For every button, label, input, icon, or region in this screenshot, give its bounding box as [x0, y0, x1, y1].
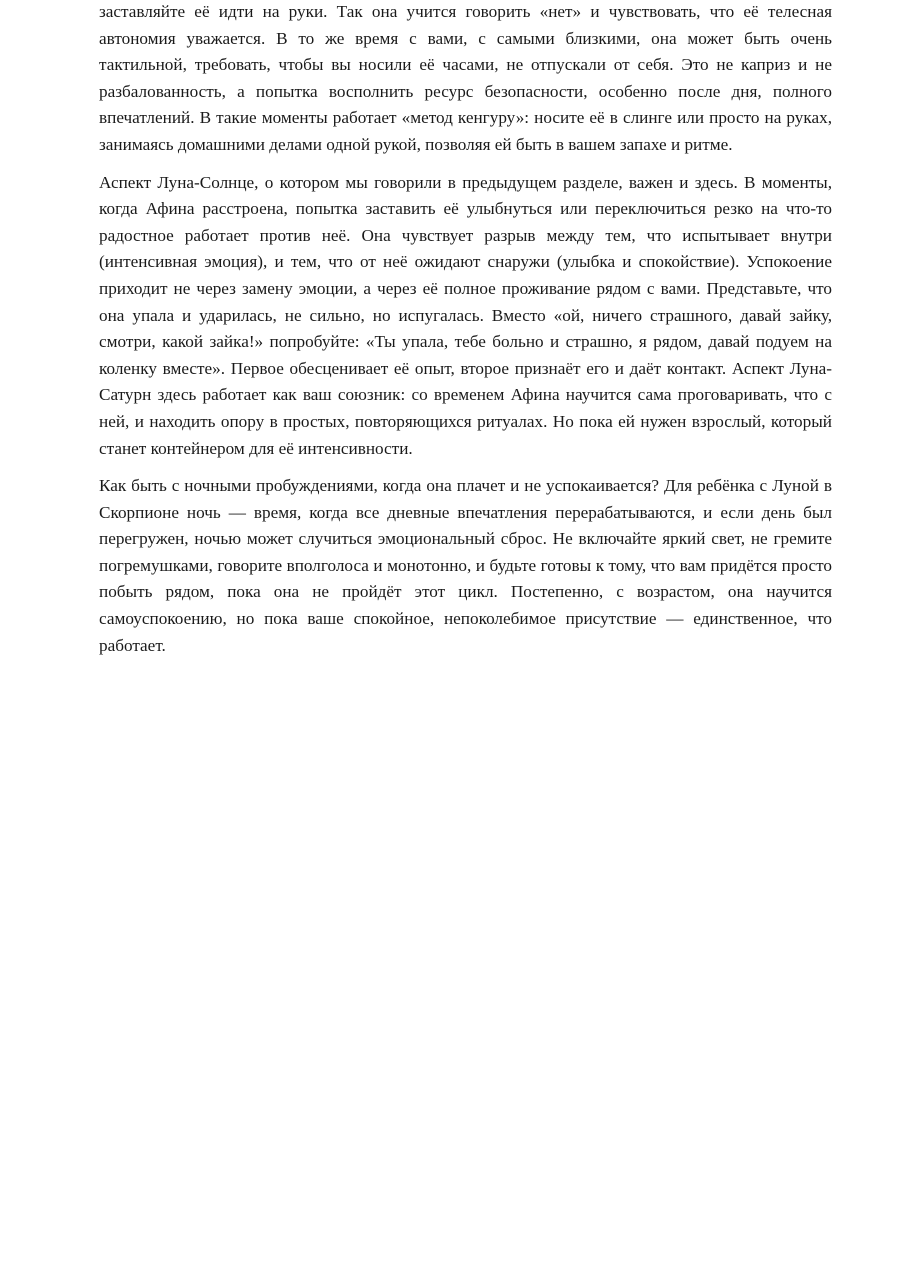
paragraph-3: Как быть с ночными пробуждениями, когда она плачет и не успокаивается? Для ребёнка с Луной в Скорпионе ночь — время, когда все дневные впечатления перерабатываются, и если день был перегружен, ночью может случиться эмоциональный сброс. Не включайте яркий свет, не гремите погремушками, говорите вполголоса и монотонно, и будьте готовы к тому, что вам придётся просто побыть рядом, пока она не пройдёт этот цикл. Постепенно, с возрастом, она научится самоуспокоению, но пока ваше спокойное, непоколебимое присутствие — единственное, что работает.	[99, 476, 832, 655]
document-page	[99, 0, 832, 670]
paragraph-1: заставляйте её идти на руки. Так она учится говорить «нет» и чувствовать, что её телесная автономия уважается. В то же время с вами, с самыми близкими, она может быть очень тактильной, требовать, чтобы вы носили её часами, не отпускали от себя. Это не каприз и не разбалованность, а попытка восполнить ресурс безопасности, особенно после дня, полного впечатлений. В такие моменты работает «метод кенгуру»: носите её в слинге или просто на руках, занимаясь домашними делами одной рукой, позволяя ей быть в вашем запахе и ритме.	[99, 2, 832, 154]
paragraph-2: Аспект Луна-Солнце, о котором мы говорили в предыдущем разделе, важен и здесь. В моменты, когда Афина расстроена, попытка заставить её улыбнуться или переключиться резко на что-то радостное работает против неё. Она чувствует разрыв между тем, что испытывает внутри (интенсивная эмоция), и тем, что от неё ожидают снаружи (улыбка и спокойствие). Успокоение приходит не через замену эмоции, а через её полное проживание рядом с вами. Представьте, что она упала и ударилась, не сильно, но испугалась. Вместо «ой, ничего страшного, давай зайку, смотри, какой зайка!» попробуйте: «Ты упала, тебе больно и страшно, я рядом, давай подуем на коленку вместе». Первое обесценивает её опыт, второе признаёт его и даёт контакт. Аспект Луна-Сатурн здесь работает как ваш союзник: со временем Афина научится сама проговаривать, что с ней, и находить опору в простых, повторяющихся ритуалах. Но пока ей нужен взрослый, который станет контейнером для её интенсивности.	[99, 172, 832, 458]
